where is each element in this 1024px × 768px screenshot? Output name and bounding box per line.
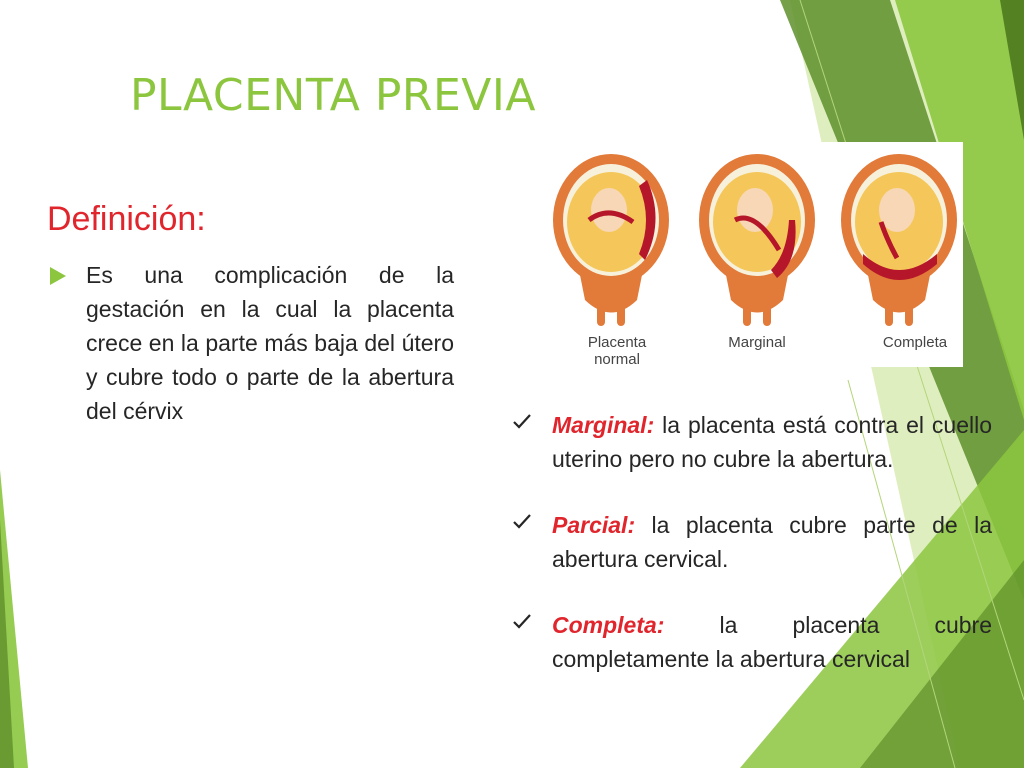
list-item [512, 608, 992, 676]
checkmark-icon [512, 612, 532, 630]
uterus-normal-diagram [553, 154, 669, 326]
checkmark-icon [512, 412, 532, 430]
uterus-completa-diagram [841, 154, 957, 326]
caption-marginal: Marginal [728, 334, 786, 351]
definition-heading: Definición: [47, 200, 206, 238]
definition-text: Es una complicación de la gestación en la cual la placenta crece en la parte más baja del útero y cubre todo o parte de la abertura del cérvix [86, 262, 454, 424]
list-item [512, 508, 992, 576]
list-item [512, 408, 992, 476]
type-description: la placenta cubre completamente la abertura cervical [552, 612, 992, 672]
placenta-types-illustration [547, 142, 963, 367]
uterus-marginal-diagram [699, 154, 815, 326]
slide-title: PLACENTA PREVIA [130, 70, 536, 121]
type-term: Completa: [552, 612, 665, 638]
caption-completa: Completa [882, 334, 948, 351]
definition-bullet [50, 258, 454, 428]
checkmark-icon [512, 512, 532, 530]
placenta-types-list [512, 408, 992, 708]
type-description: la placenta está contra el cuello uterino pero no cubre la abertura. [552, 412, 992, 472]
triangle-bullet-icon [50, 267, 66, 285]
type-term: Parcial: [552, 512, 636, 538]
caption-placenta-normal: Placenta normal [587, 334, 647, 368]
type-term: Marginal: [552, 412, 655, 438]
type-description: la placenta cubre parte de la abertura cervical. [552, 512, 992, 572]
